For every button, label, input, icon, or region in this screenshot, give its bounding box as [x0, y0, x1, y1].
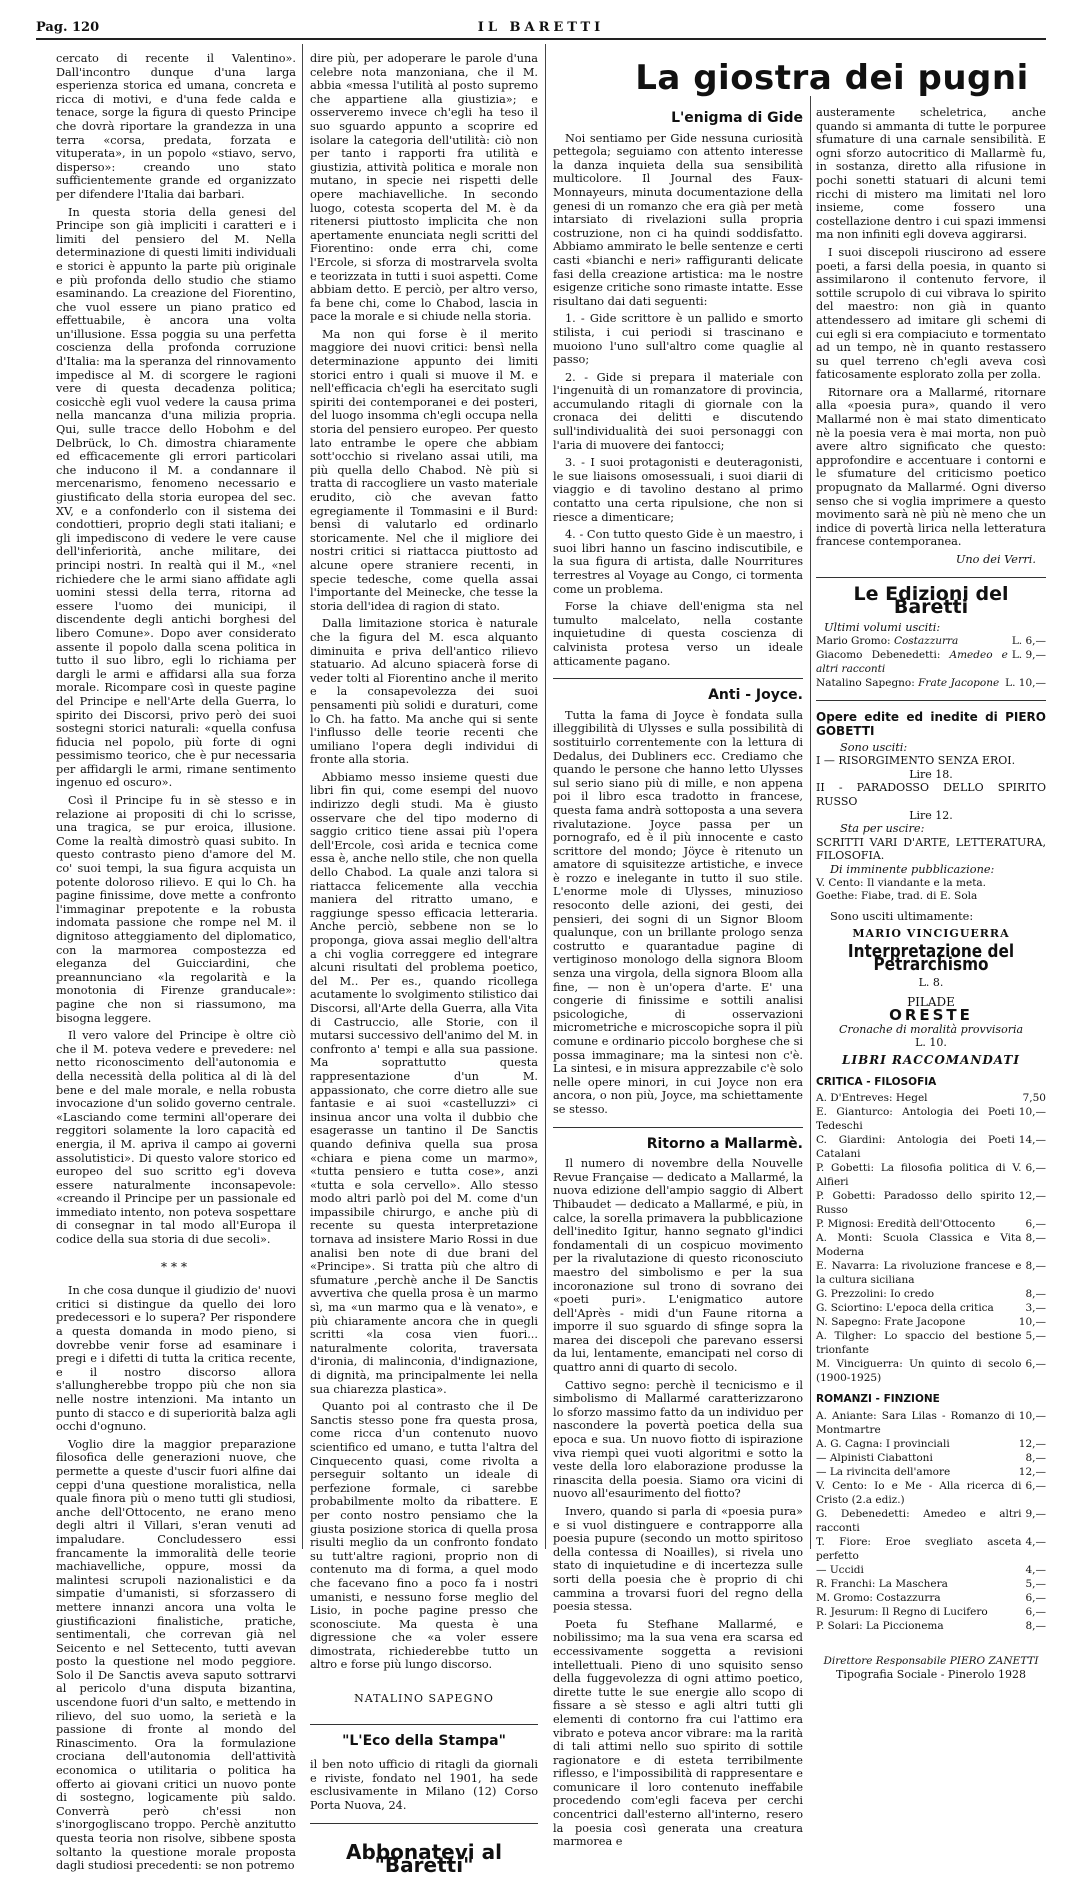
book-author: Giacomo Debenedetti:: [816, 649, 941, 662]
paragraph: In che cosa dunque il giudizio de' nuovi critici si distingue da quello dei loro predecessori e lo supera? Per rispondere a questa domanda in modo pieno, si dovrebbe venir forse ad esaminare i pregi e i difetti di tutta la critica recente, e il nostro discorso allora s'allungherebbe troppo più che non sia nelle nostre intenzioni. Ma intanto un punto di stacco e di superiorità balza agli occhi d'ognuno.: [56, 1284, 296, 1434]
recommended-book-price: 8,—: [1025, 1451, 1046, 1464]
recommended-book-price: 7,50: [1022, 1092, 1046, 1105]
recommended-book-price: 14,—: [1018, 1134, 1046, 1147]
recommended-book-title: P. Gobetti: La filosofia politica di V. Alfieri: [816, 1162, 1022, 1189]
book-entry: [816, 634, 1046, 648]
recommended-book: [816, 1301, 1046, 1315]
divider: [816, 700, 1046, 701]
paragraph: 3. - I suoi protagonisti e deuteragonisti, le sue liaisons omosessuali, i suoi diarii di viaggio e di tavolino destano al primo contatto una certa ripulsione, che non si riesce a dimenticare;: [553, 456, 803, 524]
book-entry: [816, 648, 1046, 676]
recommended-book-price: 12,—: [1018, 1465, 1046, 1478]
recommended-book-title: A. Monti: Scuola Classica e Vita Moderna: [816, 1232, 1022, 1259]
gobetti-title: Opere edite ed inedite di PIERO GOBETTI: [816, 710, 1046, 738]
paragraph: 1. - Gide scrittore è un pallido e smorto stilista, i cui periodi si trascinano e muoiono l'uno sull'altro come quaglie al passo;: [553, 312, 803, 367]
gide-section-title: L'enigma di Gide: [671, 110, 803, 126]
recommended-book: [816, 1217, 1046, 1231]
recommended-book: [816, 1091, 1046, 1105]
recommended-book: [816, 1133, 1046, 1161]
recommended-book-price: 10,—: [1018, 1316, 1046, 1329]
vinciguerra-author: MARIO VINCIGUERRA: [852, 927, 1010, 941]
recommended-book-price: 12,—: [1018, 1190, 1046, 1203]
recommended-book-title: E. Navarra: La rivoluzione francese e la cultura siciliana: [816, 1260, 1022, 1287]
recommended-book: [816, 1479, 1046, 1507]
paragraph: Ritornare ora a Mallarmé, ritornare alla «poesia pura», quando il vero Mallarmé non è mai stato dimenticato nè la poesia vera è mai morta, non può avere altro significato che questo: approfondire e accentuare i contorni e le sfumature del criticismo poetico propugnato da Mallarmé. Ogni diverso senso che si voglia imprimere a questo movimento sarà nè più nè meno che un indice di povertà lirica nella letteratura francese contemporanea.: [816, 385, 1046, 549]
paragraph: Così il Principe fu in sè stesso e in relazione ai propositi di chi lo scrisse, una tragica, se pur eroica, illusione. Come la realtà dimostrò quasi subito. In questo contrasto pieno d'amore del M. co' suoi tempi, la sua figura acquista un potente doloroso rilievo. E qui lo Ch. ha pagine finissime, dove mette a confronto l'immaginar prepotente e la robusta indomata passione che rompe nel M. il dignitoso atteggiamento del diplomatico, con la marmorea compostezza ed eleganza del Guicciardini, che preannunciano «la regolarità e la monotonia di Firenze granducale»: pagine che non si riassumono, ma bisogna leggere.: [56, 794, 296, 1025]
paragraph: Voglio dire la maggior preparazione filosofica delle generazioni nuove, che permette a queste d'uscir fuori alfine dai ceppi d'una questione moralistica, nella quale finora più o meno tutti gli studiosi, anche dell'Ottocento, ne erano meno degli altri il Villari, s'eran venuti ad impaludare. Concludessero essi francamente la immoralità delle teorie machiavelliche, oppure, mossi da malintesi scrupoli nazionalistici e da simpatie d'umanisti, si sforzassero di mettere innanzi ancora una volta le giustificazioni finalistiche, pratiche, sentimentali, che correvan già nel Seicento e nel Settecento, tutti avevan posto la questione nel modo peggiore. Solo il De Sanctis aveva saputo sottrarvi al pericolo d'una disputa bizantina, uscendone fuori d'un salto, e mettendo in rilievo, del suo uomo, la serietà e la passione di fronte al mondo del Rinascimento. Ora la formulazione crociana dell'autonomia dell'attività economica o utilitaria o politica ha offerto ai giovani critici un nuovo ponte di sostegno, logicamente più saldo. Converrà però ch'essi non s'inorgogliscano troppo. Perchè anzitutto questa teoria non risolve, sibbene sposta soltanto la questione morale proposta dagli studiosi precedenti: se non potremo: [56, 1437, 296, 1873]
recommended-book-price: 6,—: [1025, 1479, 1046, 1492]
column-2: [310, 52, 538, 1877]
oreste-title: ORESTE: [889, 1006, 973, 1025]
recommended-book-title: A. Tilgher: Lo spaccio del bestione trionfante: [816, 1330, 1022, 1357]
book-author: Mario Gromo:: [816, 635, 891, 648]
recommended-book: [816, 1577, 1046, 1591]
page-header: [36, 14, 1046, 38]
recommended-book-price: 6,—: [1025, 1605, 1046, 1618]
recommended-book: [816, 1357, 1046, 1385]
recommended-book-title: — Uccidi: [816, 1563, 864, 1576]
column-4: [816, 106, 1046, 1682]
recommended-book-price: 5,—: [1025, 1577, 1046, 1590]
masthead-title: IL BARETTI: [477, 20, 605, 35]
paragraph: Ma non qui forse è il merito maggiore dei nuovi critici: bensì nella determinazione appunto dei limiti storici entro i quali si muove il M. e nell'efficacia ch'egli ha esercitato sugli spiriti dei contemporanei e dei posteri, del luogo insomma ch'egli occupa nella storia del pensiero europeo. Per questo lato entrambe le opere che abbiam sott'occhio si rivelano assai utili, ma più quella dello Chabod. Nè più si tratta di raccogliere un vasto materiale erudito, ciò che avevan fatto egregiamente il Tommasini e il Burd: bensì di valutarlo ed ordinarlo storicamente. Nel che il migliore dei nostri critici si riattacca piuttosto ad alcune opere straniere recenti, in specie tedesche, come quella assai l'importante del Meinecke, che tesse la storia dell'idea di ragion di stato.: [310, 327, 538, 613]
divider: [553, 1127, 803, 1128]
recommended-book-price: 4,—: [1025, 1563, 1046, 1576]
page-number: Pag. 120: [36, 20, 100, 35]
mallarme-section-title: Ritorno a Mallarmè.: [646, 1135, 803, 1152]
romanzi-title: ROMANZI - FINZIONE: [816, 1393, 940, 1406]
paragraph: austeramente scheletrica, anche quando si ammanta di tutte le porpuree sfumature di una carnale sensibilità. E ogni sforzo autocritico di Mallarmè fu, in sostanza, diretto alla rifusione in pochi sonetti statuari di alcuni temi ricchi di mistero ma limitati nel loro insieme, come fossero una costellazione dentro i cui spazi immensi ma non infiniti egli doveva aggirarsi.: [816, 106, 1046, 242]
paragraph: Invero, quando si parla di «poesia pura» e si vuol distinguere e contrapporre alla poesia pupure (secondo un motto spiritoso della contessa di Noailles), si rivela uno stato di inquietudine e di incertezza sulle sorti della poesia che è proprio di chi cammina a trovarsi fuori del regno della poesia stessa.: [553, 1505, 803, 1614]
recommended-book: [816, 1535, 1046, 1563]
recommended-book: [816, 1563, 1046, 1577]
recommended-book-price: 6,—: [1025, 1591, 1046, 1604]
eco-della-stampa-title: "L'Eco della Stampa": [342, 1732, 506, 1749]
recommended-book-title: R. Jesurum: Il Regno di Lucifero: [816, 1605, 988, 1618]
paragraph: cercato di recente il Valentino». Dall'incontro dunque d'una larga esperienza storica ed umana, concreta e ricca di motivi, e d'una fede calda e tenace, sorge la figura di questo Principe che dovrà riportare la grandezza in una terra «corsa, predata, forzata e vituperata», in un popolo «stiavo, servo, disperso»: creando uno stato sufficientemente grande ed organizzato per difendere l'Italia dai barbari.: [56, 52, 296, 201]
paragraph: 4. - Con tutto questo Gide è un maestro, i suoi libri hanno un fascino indiscutibile, e la sua figura di artista, dalle Nourritures terrestres al Voyage au Congo, ci tormenta come un problema.: [553, 528, 803, 596]
recommended-book-title: P. Mignosi: Eredità dell'Ottocento: [816, 1218, 996, 1231]
paragraph: 2. - Gide si prepara il materiale con l'ingenuità di un romanzatore di provincia, accumulando ritagli di giornale con la cronaca dei delitti e discutendo sull'individualità dei suoi personaggi con l'aria di muovere dei fantocci;: [553, 370, 803, 452]
paragraph: Cattivo segno: perchè il tecnicismo e il simbolismo di Mallarmé caratterizzarono lo sforzo massimo fatto da un individuo per nascondere la povertà poetica della sua epoca e sua. Un nuovo fiotto di ispirazione viva riempì quei vuoti algoritmi e sotto la veste della loro elaborazione produsse la rinascita della poesia. Siamo ora vicini di nuovo all'esaurimento del fiotto?: [553, 1378, 803, 1501]
pilade-label: PILADE: [907, 994, 955, 1009]
recommended-book-title: G. Prezzolini: Io credo: [816, 1288, 935, 1301]
recommended-book: [816, 1619, 1046, 1633]
recommended-book-price: 3,—: [1025, 1302, 1046, 1315]
column-1: [56, 52, 296, 1873]
recommended-book-price: 4,—: [1025, 1535, 1046, 1548]
recommended-book: [816, 1437, 1046, 1451]
recommended-book-title: V. Cento: Io e Me - Alla ricerca di Cristo (2.a ediz.): [816, 1479, 1022, 1506]
recommended-book: [816, 1105, 1046, 1133]
recommended-book-title: N. Sapegno: Frate Jacopone: [816, 1316, 966, 1329]
joyce-section-title: Anti - Joyce.: [708, 687, 803, 704]
tipografia-line: Tipografia Sociale - Pinerolo 1928: [836, 1668, 1026, 1682]
paragraph: Il vero valore del Principe è oltre ciò che il M. poteva vedere e prevedere: nel netto riconoscimento dell'autonomia e della necessità della politica al di là del bene e del male morale, e nella robusta invocazione d'un solido governo centrale. «Lasciando come termini all'operare dei reggitori solamente la loro capacità ed energia, il M. apriva il campo ai governi assolutistici». Di questo valore storico ed europeo del suo scritto eg'i doveva essere naturalmente inconsapevole: «creando il Principe per un passionale ed immediato intento, non poteva sospettare di consegnar in tal modo all'Europa il codice della sua storia di due secoli».: [56, 1029, 296, 1247]
edizioni-title: Le Edizioni del Baretti: [853, 582, 1009, 619]
recommended-book-price: 9,—: [1025, 1507, 1046, 1520]
recommended-book: [816, 1161, 1046, 1189]
section-separator: ***: [161, 1259, 191, 1274]
column-divider: [302, 44, 303, 1549]
book-price: L. 10,—: [1005, 677, 1046, 690]
paragraph: I suoi discepoli riuscirono ad essere poeti, a farsi della poesia, in quanto si assimilarono il contenuto fervore, il sottile scrupolo di cui vibrava lo spirito del maestro: non già in quanto attendessero ad imitare gli schemi di cui egli si era compiaciuto e tormentato ad un tempo, nè in quanto restassero su quel terreno ch'egli aveva così faticosamente esplorato zolla per zolla.: [816, 245, 1046, 382]
imminente-item: Goethe: Fiabe, trad. di E. Sola: [816, 890, 978, 903]
book-title: Frate Jacopone: [918, 677, 1000, 690]
recommended-book-price: 10,—: [1018, 1106, 1046, 1119]
recommended-book-title: A. Aniante: Sara Lilas - Romanzo di Montmartre: [816, 1409, 1015, 1436]
paragraph: Poeta fu Stefhane Mallarmé, e nobilissimo; ma la sua vena era scarsa ed eccessivamente soggetta a revisioni intellettuali. Pieno di uno squisito senso della fuggevolezza di ogni attimo poetico, dirette tutte le sue energie allo scopo di fissare a sè stesso e agli altri tutti gli elementi di contorno fra cui l'attimo era vibrato e poteva ancor vibrare: ma la rarità di tali attimi nello suo spirito di sottile ragionatore e di esteta terribilmente riflesso, e l'impossibilità di rappresentare e comunicare il loro contenuto ineffabile procedendo com'egli faceva per cerchi concentrici dall'esterno all'interno, resero la poesia così generata una creatura marmorea e: [553, 1617, 803, 1849]
recommended-book: [816, 1231, 1046, 1259]
column-3: [553, 106, 803, 1849]
recommended-book-price: 10,—: [1018, 1409, 1046, 1422]
recommended-book-price: 6,—: [1025, 1162, 1046, 1175]
divider: [310, 1724, 538, 1725]
recommended-book: [816, 1465, 1046, 1479]
gobetti-price: Lire 18.: [909, 767, 953, 781]
sono-usciti-label: Sono usciti:: [840, 740, 908, 754]
book-author: Natalino Sapegno:: [816, 677, 915, 690]
imminente-item: V. Cento: Il viandante e la meta.: [816, 876, 987, 889]
giostra-title: La giostra dei pugni: [635, 58, 1029, 98]
critica-list: [816, 1091, 1046, 1385]
paragraph: Dalla limitazione storica è naturale che la figura del M. esca alquanto diminuita e priva dell'antico rilievo statuario. Ad alcuno spiacerà forse di veder tolti al Fiorentino anche il merito e la consapevolezza dei suoi pensamenti più solidi e duraturi, come lo Ch. ha fatto. Ma anche qui si sente l'influsso delle teorie recenti che umiliano l'opera degli individui di fronte alla storia.: [310, 617, 538, 767]
eco-della-stampa-text: il ben noto ufficio di ritagli da giornali e riviste, fondato nel 1901, ha sede esclusivamente in Milano (12) Corso Porta Nuova, 24.: [310, 1758, 538, 1813]
column-divider: [810, 96, 811, 1549]
divider: [816, 577, 1046, 578]
recommended-book-title: R. Franchi: La Maschera: [816, 1577, 948, 1590]
recommended-book-title: — La rivincita dell'amore: [816, 1465, 951, 1478]
book-title: Costazzurra: [893, 635, 959, 648]
vinciguerra-price: L. 8.: [918, 976, 944, 990]
gobetti-price: Lire 12.: [909, 808, 953, 822]
recommended-book: [816, 1409, 1046, 1437]
book-title: Amedeo e altri racconti: [816, 649, 1008, 676]
recommended-book-price: 12,—: [1018, 1437, 1046, 1450]
recommended-book: [816, 1329, 1046, 1357]
recommended-book-price: 8,—: [1025, 1619, 1046, 1632]
scritti-vari: SCRITTI VARI D'ARTE, LETTERATURA, FILOSOFIA.: [816, 835, 1046, 863]
direttore-line: Direttore Responsabile PIERO ZANETTI: [823, 1654, 1039, 1667]
paragraph: In questa storia della genesi del Principe son già impliciti i caratteri e i limiti del pensiero del M. Nella determinazione di questi limiti individuali e storici è appunto la parte più originale e più profonda dello studio che stiamo esaminando. La creazione del Fiorentino, che vuol essere un piano pratico ed effettuabile, è ancora una volta un'illusione. Essa poggia su una perfetta coscienza della profonda corruzione d'Italia: ma la speranza del rinnovamento impedisce al M. di scorgere le ragioni vere di questa decadenza politica; cosicchè egli vuol vedere la causa prima nella mancanza d'una milizia propria. Qui, sulle tracce dello Hobohm e del Delbrück, lo Ch. dimostra chiaramente ed efficacemente gli errori particolari che inducono il M. a condannare il mercenarismo, fenomeno necessario e giustificato della storia europea del sec. XV, e a confonderlo con il sistema dei condottieri, proprio degli stati italiani; e gli impediscono di vedere le vere cause dell'inferiorità, anche militare, dei principi nostri. In realtà qui il M., «nel richiedere che le armi siano affidate agli uomini stessi della terra, ritorna ad essere l'uomo dei municipi, il discendente degli antichi borghesi del libero Comune». Dopo aver considerato assente il popolo dalla scena politica in tutto il suo libro, egli lo richiama per dargli le armi e affidarsi alla sua forza morale. Ricompare così in queste pagine del Principe e nell'Arte della Guerra, lo spirito dei Discorsi, privo però dei suoi sostegni storici naturali: «quella confusa fiducia nel popolo, più forte di ogni pessimismo teorico, che è pur necessaria per affidargli le armi, rimane sentimento ingenuo ed oscuro».: [56, 205, 296, 790]
recommended-book-price: 8,—: [1025, 1288, 1046, 1301]
divider: [310, 1823, 538, 1824]
recommended-book: [816, 1451, 1046, 1465]
paragraph: Noi sentiamo per Gide nessuna curiosità pettegola; seguiamo con attento interesse la danza inquieta della sua sensibilità multicolore. Il Journal des Faux-Monnayeurs, minuta documentazione della genesi di un romanzo che era già per metà intarsiato di rivelazioni sulla propria costruzione, non ci ha quindi soddisfatto. Abbiamo ammirato le belle sentenze e certi casti «bianchi e neri» raffiguranti delicate fasi della creazione artistica: ma le nostre esigenze critiche sono rimaste intatte. Esse risultano dai dati seguenti:: [553, 131, 803, 308]
recommended-book: [816, 1315, 1046, 1329]
recommended-book-title: E. Gianturco: Antologia dei Poeti Tedeschi: [816, 1106, 1015, 1133]
paragraph: Quanto poi al contrasto che il De Sanctis stesso pone fra questa prosa, come ricca d'un contenuto nuovo scientifico ed umano, e tutta l'altra del Cinquecento quasi, come rivolta a perseguir soltanto un ideale di perfezione formale, ci sarebbe probabilmente molto da ribattere. E per conto nostro pensiamo che la giusta posizione storica di quella prosa risulti meglio da un confronto fondato su tutt'altre ragioni, proprio non di contenuto ma di forma, a quel modo che facevano fino a poco fa i nostri umanisti, e nessuno forse meglio del Lisio, in poche pagine presso che sconosciute. Ma questa è una digressione che «a voler essere dimostrata, richiederebbe tutto un altro e forse più lungo discorso.: [310, 1400, 538, 1672]
author-signature: NATALINO SAPEGNO: [354, 1692, 494, 1706]
book-entry: [816, 676, 1046, 690]
recommended-book-title: M. Vinciguerra: Un quinto di secolo (1900-1925): [816, 1358, 1022, 1385]
paragraph: Forse la chiave dell'enigma sta nel tumulto malcelato, nella costante inquietudine di questa coscienza di calvinista protesa verso un ideale atticamente pagano.: [553, 600, 803, 668]
vinciguerra-book: Interpretazione del Petrarchismo: [847, 940, 1015, 976]
recommended-book-price: 8,—: [1025, 1260, 1046, 1273]
recommended-book: [816, 1507, 1046, 1535]
recommended-book-title: G. Debenedetti: Amedeo e altri racconti: [816, 1507, 1022, 1534]
recommended-book-price: 6,—: [1025, 1218, 1046, 1231]
header-rule: [36, 38, 1046, 40]
paragraph: Abbiamo messo insieme questi due libri fin qui, come esempi del nuovo indirizzo degli studi. Ma è giusto osservare che del tipo moderno di saggio critico tiene assai più l'opera dell'Ercole, così arida e tecnica come essa è, anche nello stile, che non quella dello Chabod. La quale anzi talora si riattacca felicemente alla vecchia maniera del ritratto umano, e raggiunge spesso efficacia letteraria. Anche perciò, sebbene non se lo proponga, giova assai meglio dell'altra a chi voglia correggere ed integrare alcuni risultati del problema poetico, del M.. Per es., quando ricollega acutamente lo svolgimento stilistico dai Discorsi, all'Arte della Guerra, alla Vita di Castruccio, alle Storie, con il mutarsi successivo dell'animo del M. in confronto a' tempi e alla sua passione. Ma soprattutto questa rappresentazione d'un M. appassionato, che corre dietro alle sue fantasie e ai suoi «castelluzzi» ci insinua ancor una volta il dubbio che esagerasse un tantino il De Sanctis quando definiva quella sua prosa «chiara e piena come un marmo», «tutta pensiero e tutta cose», anzi «tutta e sola cervello». Allo stesso modo altri parlò poi del M. come d'un impassibile chirurgo, e anche più di recente su questa interpretazione tornava ad insistere Mario Rossi in due analisi ben note di due brani del «Principe». Si tratta più che altro di sfumature ,perchè anche il De Sanctis avvertiva che quella prosa è un marmo sì, ma «un marmo qua e là venato», e più chiaramente ancora che in quegli scritti «la cosa vien fuori... naturalmente colorita, traversata d'ironia, di malinconia, d'indignazione, di dignità, ma principalmente lei nella sua chiarezza plastica».: [310, 770, 538, 1396]
recommended-book-title: — Alpinisti Ciabattoni: [816, 1451, 933, 1464]
critica-title: CRITICA - FILOSOFIA: [816, 1075, 937, 1088]
recommended-book-title: T. Fiore: Eroe svegliato asceta perfetto: [816, 1535, 1022, 1562]
sta-per-uscire-label: Sta per uscire:: [840, 822, 925, 836]
oreste-price: L. 10.: [915, 1036, 947, 1050]
recommended-book: [816, 1605, 1046, 1619]
recommended-book-title: P. Solari: La Piccionema: [816, 1619, 944, 1632]
ultimi-label: Ultimi volumi usciti:: [824, 620, 941, 634]
recommended-book: [816, 1591, 1046, 1605]
paragraph: Il numero di novembre della Nouvelle Revue Française — dedicato a Mallarmé, la nuova edizione dell'ampio saggio di Albert Thibaudet — dedicato a Mallarmé, e più, in calce, la sorella primavera la pubblicazione dell'inedito Igitur, hanno segnato gl'indici fondamentali di un cospicuo movimento per la rivalutazione di questo riconosciuto maestro del simbolismo e per la sua incoronazione sul trono di sovrano dei «poeti puri». L'enigmatico autore dell'Après - midi d'un Faune ritorna a imporre il suo sguardo di sfinge sopra la marea dei discepoli che parevano essersi da lui, lentamente, emancipati nel corso di quattro anni di quarto di secolo.: [553, 1157, 803, 1375]
mallarme-signature: Uno dei Verri.: [955, 553, 1036, 566]
recommended-book-title: A. D'Entreves: Hegel: [816, 1092, 928, 1105]
recommended-book-title: A. G. Cagna: I provinciali: [816, 1437, 950, 1450]
libri-raccomandati-title: LIBRI RACCOMANDATI: [842, 1053, 1020, 1068]
cronache-subtitle: Cronache di moralità provvisoria: [838, 1022, 1024, 1036]
paragraph: Tutta la fama di Joyce è fondata sulla illeggibilità di Ulysses e sulla possibilità di sostituirlo correntemente con la lettura di Dedalus, dei Dubliners ecc. Crediamo che quando le persone che hanno letto Ulysses sul serio siano più di mille, e non appena poi il libro esca tradotto in francese, questa fama andrà sottoposta a una severa rivalutazione. Joyce passa per un pornografo, ed è il più innocente e casto scrittore del mondo; Jöyce è ritenuto un amatore di squisitezze artistiche, e invece è rozzo e inelegante in tutto il suo stile. L'enorme mole di Ulysses, minuzioso resoconto delle azioni, dei gesti, dei pensieri, dei sogni di un Signor Bloom qualunque, con un brillante prologo senza costrutto e quarantadue pagine di vertiginoso monologo della signora Bloom senza una virgola, della signora Bloom alla fine, — non è un'opera d'arte. E' una congerie di finissime e sottili analisi psicologiche, di osservazioni micrometriche e microscopiche sopra il più comune e ordinario piccolo borghese che si possa immaginare; ma la sintesi non c'è. La sintesi, e in misura apprezzabile c'è solo nelle opere minori, in cui Joyce non era ancora, o non più, Joyce, ma schiettamente se stesso.: [553, 708, 803, 1116]
book-price: L. 9,—: [1011, 649, 1046, 662]
sono-usciti-ultimamente: Sono usciti ultimamente:: [830, 909, 974, 923]
recommended-book: [816, 1259, 1046, 1287]
recommended-book: [816, 1287, 1046, 1301]
recommended-book-title: C. Giardini: Antologia dei Poeti Catalani: [816, 1134, 1015, 1161]
column-divider: [545, 44, 546, 1549]
paragraph: dire più, per adoperare le parole d'una celebre nota manzoniana, che il M. abbia «messa l'utilità al posto supremo che appartiene alla giustizia»; e osserveremo invece ch'egli ha teso il suo sguardo appunto a scoprire ed isolare la categoria dell'utilità: ciò non per tanto i rapporti fra utilità e giustizia, attività politica e morale non mutano, in specie nei rispetti delle opere machiavelliche. In secondo luogo, cotesta scoperta del M. è da ritenersi piuttosto implicita che non apertamente enunciata negli scritti del Fiorentino: onde erra chi, come l'Ercole, si sforza di mostrarvela svolta e teorizzata in tutti i suoi aspetti. Come abbiam detto. E perciò, per altro verso, fa bene chi, come lo Chabod, lascia in pace la morale e si chiude nella storia.: [310, 52, 538, 324]
gobetti-book: II - PARADOSSO DELLO SPIRITO RUSSO: [816, 781, 1046, 808]
subscribe-banner: Abbonatevi al "Baretti": [346, 1839, 502, 1877]
gobetti-book: I — RISORGIMENTO SENZA EROI.: [816, 754, 1016, 768]
recommended-book: [816, 1189, 1046, 1217]
romanzi-list: [816, 1409, 1046, 1633]
recommended-book-title: M. Gromo: Costazzurra: [816, 1591, 941, 1604]
recommended-book-title: P. Gobetti: Paradosso dello spirito Russo: [816, 1190, 1015, 1217]
recommended-book-price: 5,—: [1025, 1330, 1046, 1343]
imminente-label: Di imminente pubblicazione:: [830, 862, 995, 876]
recommended-book-price: 8,—: [1025, 1232, 1046, 1245]
recommended-book-title: G. Sciortino: L'epoca della critica: [816, 1302, 994, 1315]
recommended-book-price: 6,—: [1025, 1358, 1046, 1371]
divider: [553, 678, 803, 679]
book-price: L. 6,—: [1011, 635, 1046, 648]
